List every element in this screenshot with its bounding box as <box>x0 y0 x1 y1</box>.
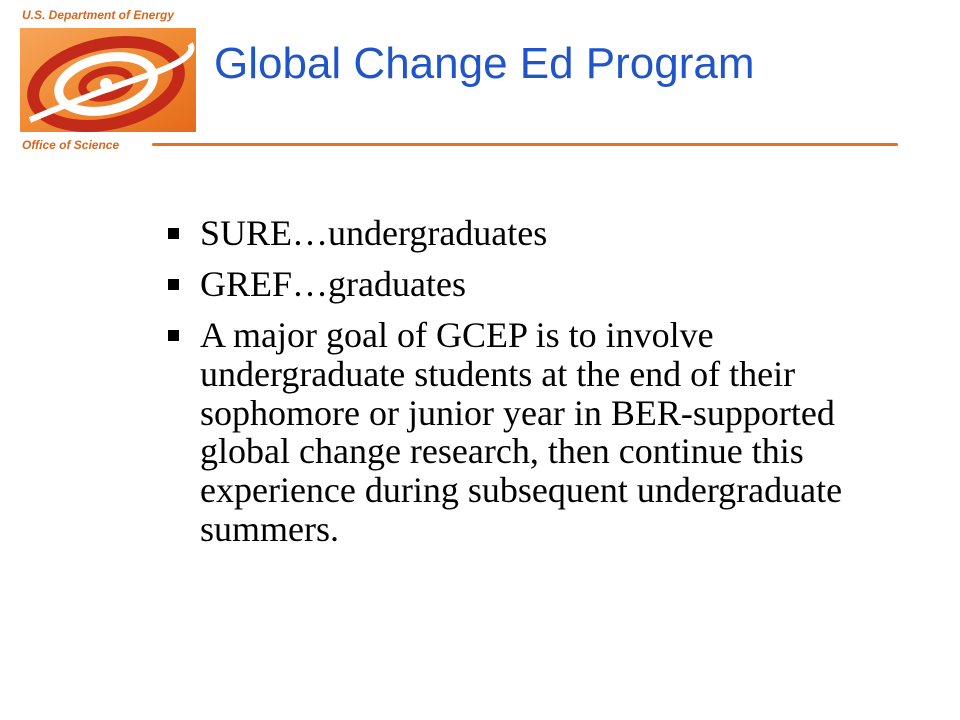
bullet-text: GREF…graduates <box>200 263 466 304</box>
square-bullet-icon <box>168 279 179 290</box>
bullet-item <box>160 316 880 549</box>
doe-logo-icon <box>20 28 196 132</box>
agency-label: U.S. Department of Energy <box>22 8 175 22</box>
bullet-text: A major goal of GCEP is to involve undergraduate students at the end of their sophomore or junior year in BER-supported global change research, then continue this experience during subsequent undergraduate summers. <box>200 314 843 550</box>
slide-title: Global Change Ed Program <box>214 39 755 88</box>
bullet-item <box>160 214 880 253</box>
square-bullet-icon <box>168 228 179 239</box>
square-bullet-icon <box>168 330 179 341</box>
bullet-list <box>160 214 880 561</box>
office-label: Office of Science <box>22 138 120 152</box>
bullet-item <box>160 265 880 304</box>
header-divider <box>152 143 898 146</box>
bullet-text: SURE…undergraduates <box>200 213 548 253</box>
